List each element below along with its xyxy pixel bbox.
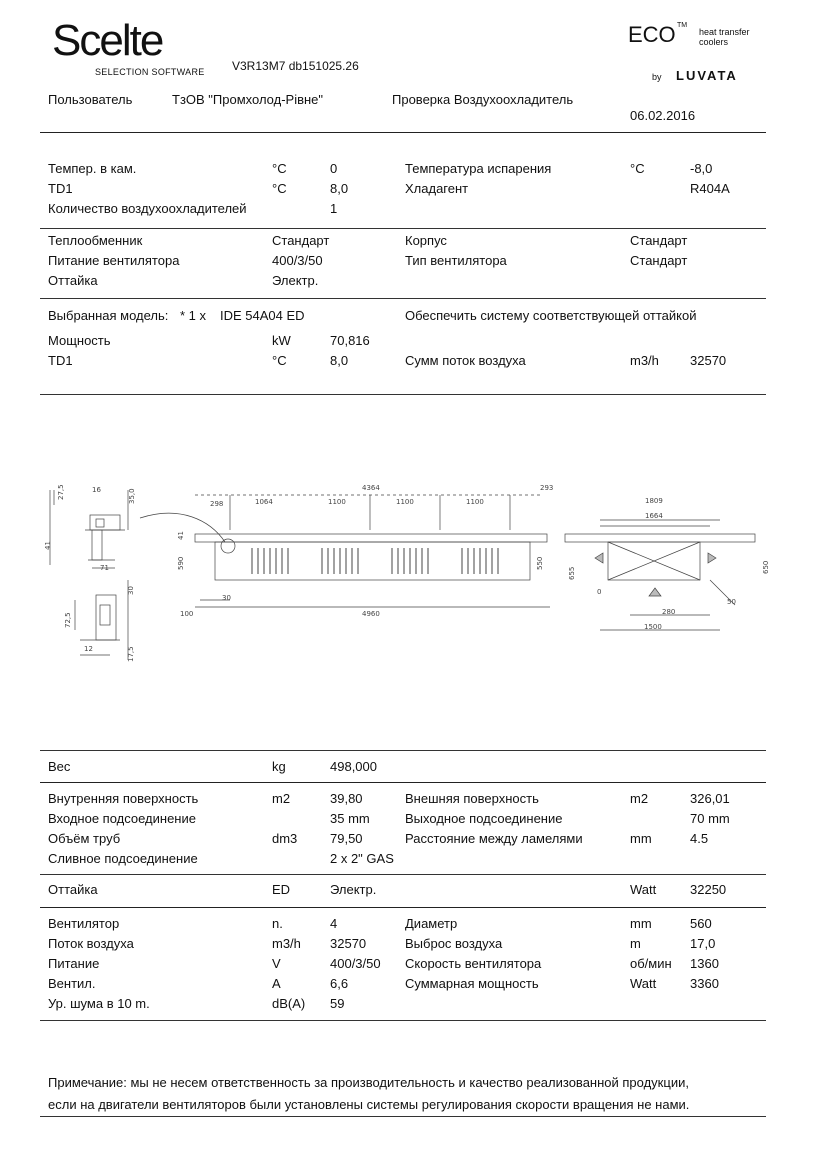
dim-label: 1064 (255, 498, 273, 506)
dim-label: 1809 (645, 497, 663, 505)
dim-label: 30 (127, 586, 135, 595)
fan-type-label: Тип вентилятора (405, 253, 507, 268)
current-label: Вентил. (48, 976, 96, 991)
user-value: ТзОВ "Промхолод-Рівне" (172, 92, 324, 107)
noise-value: 59 (330, 996, 345, 1011)
room-temp-value: 0 (330, 161, 338, 176)
dim-label: 71 (100, 564, 109, 572)
technical-drawing (30, 470, 800, 670)
model-label: Выбранная модель: (48, 308, 169, 323)
spec-defrost-label: Оттайка (48, 882, 98, 897)
speed-unit: об/мин (630, 956, 672, 971)
model-qty: * 1 x (180, 308, 207, 323)
eco-logo: ECO (628, 22, 676, 47)
dim-label: 1100 (466, 498, 484, 506)
divider (40, 1020, 766, 1021)
total-power-unit: Watt (630, 976, 657, 991)
defrost-power-value: 32250 (690, 882, 727, 897)
fan-power-label: Питание вентилятора (48, 253, 180, 268)
outlet-value: 70 mm (690, 811, 730, 826)
noise-unit: dB(A) (272, 996, 306, 1011)
divider (40, 298, 766, 299)
casing-value: Стандарт (630, 233, 688, 248)
diameter-label: Диаметр (405, 916, 458, 931)
weight-unit: kg (272, 759, 286, 774)
defrost-label: Оттайка (48, 273, 98, 288)
room-temp-label: Темпер. в кам. (48, 161, 137, 176)
fan-power-value: 400/3/50 (272, 253, 323, 268)
dim-label: 293 (540, 484, 554, 492)
airflow-label: Сумм поток воздуха (405, 353, 526, 368)
document-date: 06.02.2016 (630, 108, 696, 123)
throw-label: Выброс воздуха (405, 936, 503, 951)
speed-label: Скорость вентилятора (405, 956, 542, 971)
evap-temp-unit: °C (630, 161, 645, 176)
dim-label: 590 (177, 556, 185, 570)
eco-tm: TM (677, 22, 688, 29)
tube-volume-value: 79,50 (330, 831, 363, 846)
fan-value: 4 (330, 916, 338, 931)
current-unit: A (272, 976, 281, 991)
dim-label: 655 (568, 566, 576, 580)
cooler-count-label: Количество воздухоохладителей (48, 201, 247, 216)
front-view (140, 484, 553, 618)
tube-volume-label: Объём труб (48, 831, 121, 846)
capacity-value: 70,816 (330, 333, 370, 348)
sel-td1-label: TD1 (48, 353, 73, 368)
dim-label: 72,5 (64, 612, 72, 628)
diameter-value: 560 (690, 916, 712, 931)
exchanger-label: Теплообменник (48, 233, 143, 248)
fan-label: Вентилятор (48, 916, 120, 931)
eco-subtitle-1: heat transfer (699, 27, 750, 37)
user-label: Пользователь (48, 92, 133, 107)
spec-airflow-value: 32570 (330, 936, 367, 951)
divider (40, 907, 766, 908)
dim-label: 41 (177, 531, 185, 540)
dim-label: 100 (180, 610, 194, 618)
defrost-note: Обеспечить систему соответствующей оттайкой (405, 308, 697, 323)
tube-volume-unit: dm3 (272, 831, 298, 846)
dim-label: 1100 (328, 498, 346, 506)
refrigerant-value: R404A (690, 181, 730, 196)
dim-label: 12 (84, 645, 93, 653)
footer-note-line2: если на двигатели вентиляторов были установлены системы регулирования скорости вращения не нами. (48, 1097, 690, 1112)
fin-spacing-unit: mm (630, 831, 652, 846)
dim-label: 550 (536, 556, 544, 570)
outer-surface-value: 326,01 (690, 791, 730, 806)
footer-note-line1: Примечание: мы не несем ответственность за производительность и качество реализованной продукции, (48, 1075, 689, 1090)
divider (40, 782, 766, 783)
dim-label: 4960 (362, 610, 380, 618)
fin-spacing-value: 4.5 (690, 831, 709, 846)
divider (40, 1116, 766, 1117)
dim-label: 1500 (644, 623, 662, 631)
document-title: Проверка Воздухоохладитель (392, 92, 574, 107)
cooler-count-value: 1 (330, 201, 338, 216)
dim-label: 17,5 (127, 646, 135, 662)
airflow-unit: m3/h (630, 353, 659, 368)
spec-defrost-value: Электр. (330, 882, 377, 897)
fan-unit: n. (272, 916, 283, 931)
supply-unit: V (272, 956, 281, 971)
fan-type-value: Стандарт (630, 253, 688, 268)
dim-label: 1664 (645, 512, 663, 520)
sel-td1-value: 8,0 (330, 353, 349, 368)
divider (40, 132, 766, 133)
total-power-value: 3360 (690, 976, 719, 991)
dim-label: 35,0 (128, 488, 136, 504)
casing-label: Корпус (405, 233, 447, 248)
supply-label: Питание (48, 956, 100, 971)
dim-label: 0 (597, 588, 602, 596)
dim-label: 27,5 (57, 484, 65, 500)
evap-temp-value: -8,0 (690, 161, 713, 176)
noise-label: Ур. шума в 10 m. (48, 996, 150, 1011)
dim-label: 30 (222, 594, 231, 602)
dim-label: 41 (44, 541, 52, 550)
coil-fins (252, 548, 498, 574)
airflow-value: 32570 (690, 353, 727, 368)
dim-label: 50 (727, 598, 736, 606)
dim-label: 650 (762, 560, 770, 574)
total-power-label: Суммарная мощность (405, 976, 539, 991)
weight-label: Вес (48, 759, 71, 774)
divider (40, 750, 766, 751)
room-temp-unit: °C (272, 161, 287, 176)
dim-label: 4364 (362, 484, 380, 492)
td1-value: 8,0 (330, 181, 349, 196)
evap-temp-label: Температура испарения (405, 161, 552, 176)
supply-value: 400/3/50 (330, 956, 381, 971)
td1-unit: °C (272, 181, 287, 196)
outer-surface-unit: m2 (630, 791, 649, 806)
spec-defrost-unit: ED (272, 882, 291, 897)
weight-value: 498,000 (330, 759, 377, 774)
brand-logo: LUVATA (676, 68, 738, 83)
current-value: 6,6 (330, 976, 349, 991)
outer-surface-label: Внешняя поверхность (405, 791, 539, 806)
inner-surface-value: 39,80 (330, 791, 363, 806)
dim-label: 298 (210, 500, 224, 508)
defrost-value: Электр. (272, 273, 319, 288)
speed-value: 1360 (690, 956, 719, 971)
fin-spacing-label: Расстояние между ламелями (405, 831, 583, 846)
dim-label: 1100 (396, 498, 414, 506)
eco-subtitle-2: coolers (699, 37, 729, 47)
software-version: V3R13M7 db151025.26 (232, 59, 359, 73)
td1-label: TD1 (48, 181, 73, 196)
throw-unit: m (630, 936, 641, 951)
refrigerant-label: Хладагент (405, 181, 469, 196)
logo-subtitle: SELECTION SOFTWARE (95, 67, 205, 77)
dim-label: 280 (662, 608, 676, 616)
drain-label: Сливное подсоединение (48, 851, 198, 866)
inlet-value: 35 mm (330, 811, 370, 826)
side-view (565, 497, 770, 631)
inner-surface-unit: m2 (272, 791, 291, 806)
inlet-label: Входное подсоединение (48, 811, 196, 826)
divider (40, 228, 766, 229)
capacity-unit: kW (272, 333, 291, 348)
model-name: IDE 54A04 ED (220, 308, 305, 323)
sel-td1-unit: °C (272, 353, 287, 368)
divider (40, 874, 766, 875)
spec-airflow-label: Поток воздуха (48, 936, 134, 951)
drain-value: 2 x 2" GAS (330, 851, 394, 866)
inner-surface-label: Внутренняя поверхность (48, 791, 199, 806)
dim-label: 16 (92, 486, 101, 494)
logo-text: Scelte (52, 16, 163, 65)
exchanger-value: Стандарт (272, 233, 330, 248)
divider (40, 394, 766, 395)
capacity-label: Мощность (48, 333, 111, 348)
outlet-label: Выходное подсоединение (405, 811, 563, 826)
spec-airflow-unit: m3/h (272, 936, 301, 951)
throw-value: 17,0 (690, 936, 716, 951)
detail-view (44, 484, 136, 662)
defrost-power-unit: Watt (630, 882, 657, 897)
diameter-unit: mm (630, 916, 652, 931)
by-text: by (652, 72, 662, 82)
